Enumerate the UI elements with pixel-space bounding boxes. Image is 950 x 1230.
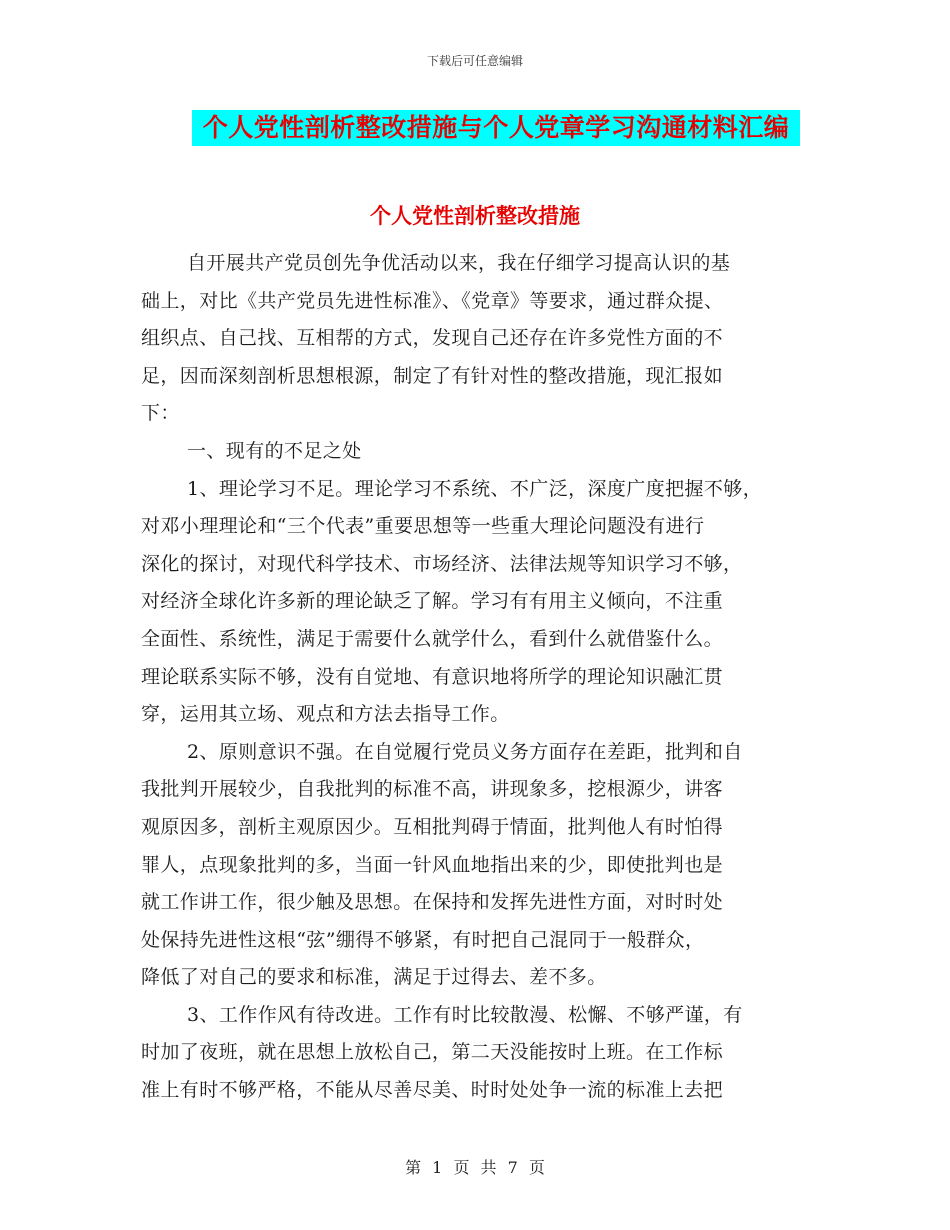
header-note: 下载后可任意编辑 (426, 54, 523, 68)
paragraph-line: 组织点、自己找、互相帮的方式，发现自己还存在许多党性方面的不 (141, 327, 724, 350)
paragraph-line: 深化的探讨，对现代科学技术、市场经济、法律法规等知识学习不够， (141, 552, 743, 575)
paragraph-line: 全面性、系统性，满足于需要什么就学什么，看到什么就借鉴什么。 (141, 627, 724, 650)
paragraph-line: 足，因而深刻剖析思想根源，制定了有针对性的整改措施，现汇报如 (141, 364, 724, 387)
section-title: 个人党性剖析整改措施 (370, 204, 580, 228)
paragraph-line: 时加了夜班，就在思想上放松自己，第二天没能按时上班。在工作标 (141, 1041, 724, 1064)
paragraph-line: 穿，运用其立场、观点和方法去指导工作。 (141, 703, 510, 726)
document-title: 个人党性剖析整改措施与个人党章学习沟通材料汇编 (192, 110, 800, 146)
body-text (141, 245, 831, 1110)
paragraph-line: 准上有时不够严格，不能从尽善尽美、时时处处争一流的标准上去把 (141, 1079, 724, 1102)
paragraph-line: 就工作讲工作，很少触及思想。在保持和发挥先进性方面，对时时处 (141, 891, 724, 914)
paragraph-line: 理论联系实际不够，没有自觉地、有意识地将所学的理论知识融汇贯 (141, 665, 724, 688)
paragraph-line: 1、理论学习不足。理论学习不系统、不广泛，深度广度把握不够， (187, 477, 763, 500)
paragraph-line: 2、原则意识不强。在自觉履行党员义务方面存在差距，批判和自 (187, 740, 743, 763)
paragraph-line: 自开展共产党员创先争优活动以来，我在仔细学习提高认识的基 (187, 252, 731, 274)
paragraph-line: 处保持先进性这根“弦”绷得不够紧，有时把自己混同于一般群众， (141, 928, 705, 951)
paragraph-line: 降低了对自己的要求和标准，满足于过得去、差不多。 (141, 966, 607, 989)
paragraph-line: 下： (141, 402, 180, 425)
paragraph-line: 对邓小理理论和“三个代表”重要思想等一些重大理论问题没有进行 (141, 515, 705, 538)
paragraph-line: 对经济全球化许多新的理论缺乏了解。学习有有用主义倾向，不注重 (141, 590, 724, 613)
paragraph-line: 础上，对比《共产党员先进性标准》、《党章》等要求，通过群众提、 (141, 289, 724, 312)
section-heading-line: 一、现有的不足之处 (187, 439, 362, 462)
page-footer: 第 1 页 共 7 页 (405, 1158, 545, 1177)
paragraph-line: 观原因多，剖析主观原因少。互相批判碍于情面，批判他人有时怕得 (141, 815, 724, 838)
paragraph-line: 3、工作作风有待改进。工作有时比较散漫、松懈、不够严谨，有 (187, 1003, 743, 1026)
paragraph-line: 罪人，点现象批判的多，当面一针风血地指出来的少，即使批判也是 (141, 853, 724, 876)
paragraph-line: 我批判开展较少，自我批判的标准不高，讲现象多，挖根源少，讲客 (141, 778, 724, 801)
